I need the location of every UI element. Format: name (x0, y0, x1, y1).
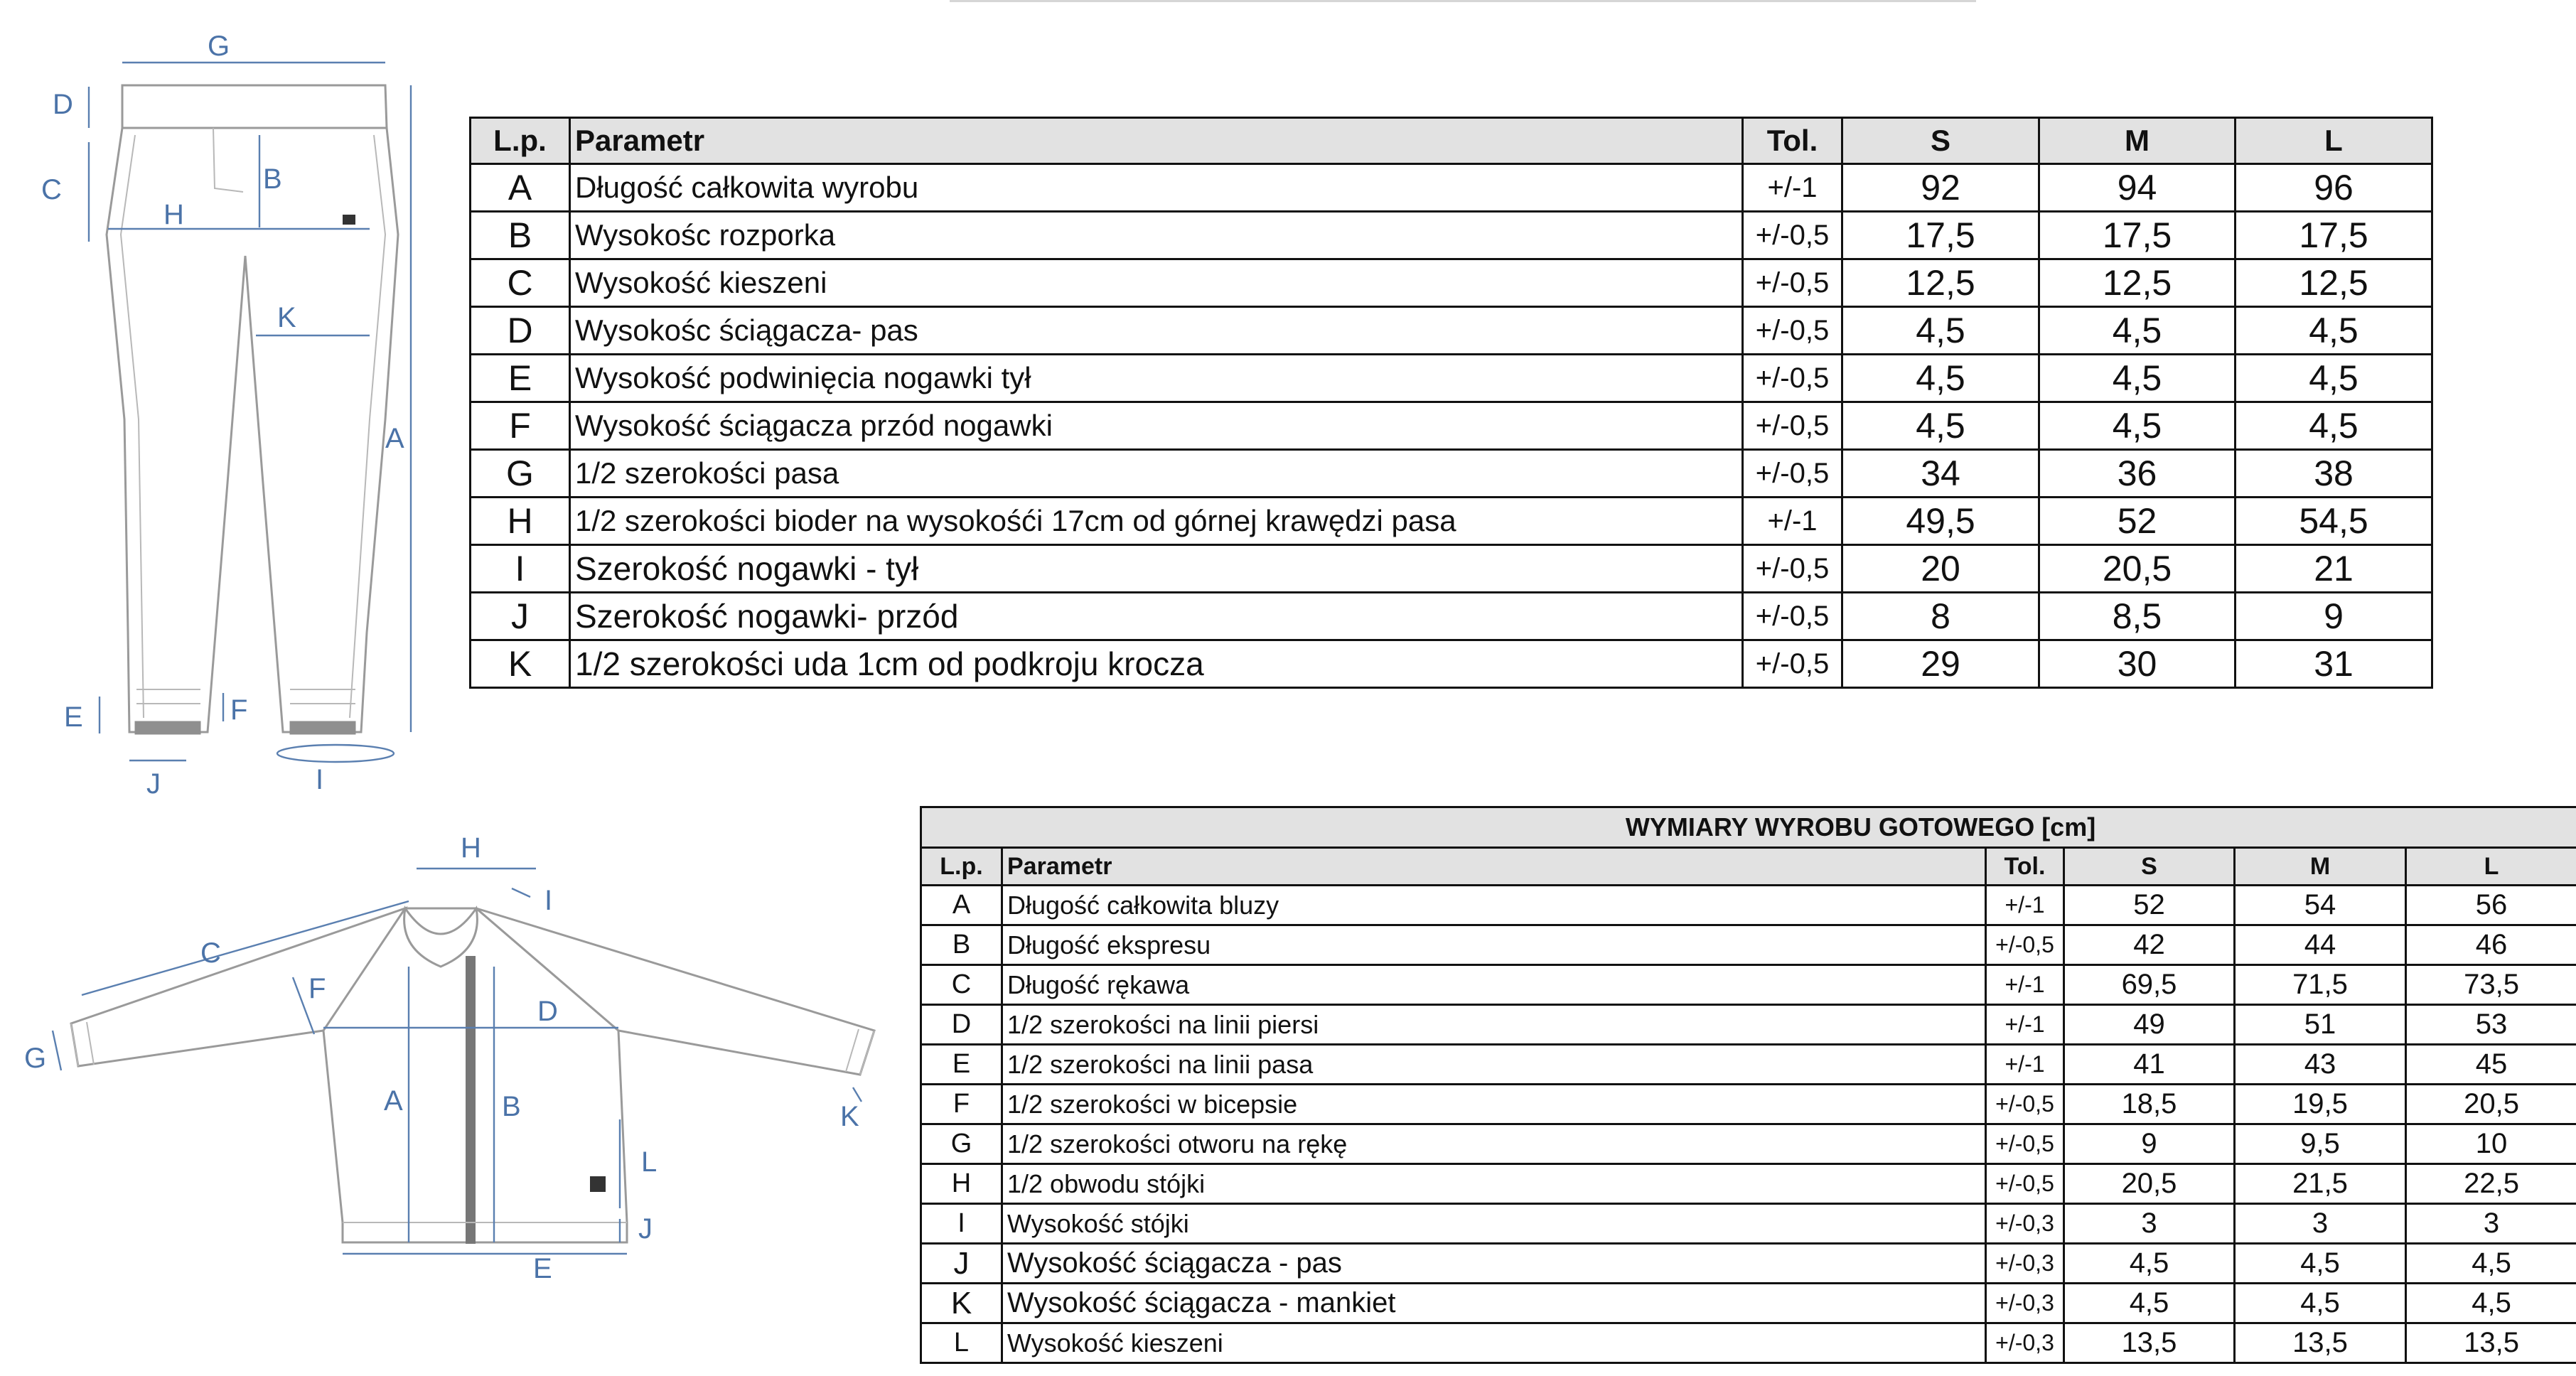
row-size-l: 9 (2236, 593, 2432, 640)
row-lp: I (921, 1204, 1002, 1244)
row-tolerance: +/-1 (1986, 1005, 2064, 1045)
table-row (921, 1204, 2576, 1244)
row-tolerance: +/-0,5 (1743, 593, 1842, 640)
row-size-l: 4,5 (2236, 355, 2432, 402)
row-tolerance: +/-0,5 (1743, 259, 1842, 307)
row-size-s: 4,5 (2064, 1244, 2235, 1284)
header-tol: Tol. (1743, 118, 1842, 164)
row-size-s: 69,5 (2064, 965, 2235, 1005)
table-row (471, 355, 2432, 402)
row-lp: K (921, 1284, 1002, 1323)
table-row (921, 1284, 2576, 1323)
table-row (471, 640, 2432, 688)
row-lp: C (921, 965, 1002, 1005)
row-size-s: 18,5 (2064, 1085, 2235, 1124)
table-row (471, 164, 2432, 212)
header-param: Parametr (1002, 848, 1986, 886)
table-row (921, 1244, 2576, 1284)
row-param: Wysokość stójki (1002, 1204, 1986, 1244)
pants-dim-label: I (316, 764, 324, 795)
row-tolerance: +/-0,5 (1743, 212, 1842, 259)
jacket-dim-label: F (308, 973, 326, 1004)
pants-dim-label: K (277, 302, 296, 333)
row-size-m: 12,5 (2039, 259, 2236, 307)
table-row (921, 1085, 2576, 1124)
row-size-m: 3 (2235, 1204, 2406, 1244)
row-tolerance: +/-0,5 (1743, 402, 1842, 450)
row-size-s: 92 (1842, 164, 2039, 212)
row-lp: D (921, 1005, 1002, 1045)
row-size-m: 8,5 (2039, 593, 2236, 640)
jacket-dim-label: E (533, 1253, 552, 1284)
header-size-m: M (2235, 848, 2406, 886)
header-size-m: M (2039, 118, 2236, 164)
row-lp: A (471, 164, 570, 212)
row-size-s: 3 (2064, 1204, 2235, 1244)
row-size-l: 3 (2406, 1204, 2576, 1244)
table-row (471, 259, 2432, 307)
table-row (921, 886, 2576, 925)
table-row (921, 965, 2576, 1005)
pants-dim-label: C (41, 174, 62, 205)
row-lp: F (471, 402, 570, 450)
row-size-s: 20,5 (2064, 1164, 2235, 1204)
row-size-s: 42 (2064, 925, 2235, 965)
row-lp: D (471, 307, 570, 355)
row-size-l: 38 (2236, 450, 2432, 498)
row-size-s: 12,5 (1842, 259, 2039, 307)
row-size-m: 51 (2235, 1005, 2406, 1045)
row-param: Wysokośc ściągacza- pas (570, 307, 1743, 355)
row-size-l: 12,5 (2236, 259, 2432, 307)
row-size-l: 53 (2406, 1005, 2576, 1045)
row-param: 1/2 szerokości otworu na rękę (1002, 1124, 1986, 1164)
row-size-l: 13,5 (2406, 1323, 2576, 1363)
header-lp: L.p. (921, 848, 1002, 886)
header-lp: L.p. (471, 118, 570, 164)
row-param: Wysokość ściągacza - mankiet (1002, 1284, 1986, 1323)
row-size-s: 4,5 (1842, 307, 2039, 355)
row-size-l: 96 (2236, 164, 2432, 212)
row-size-m: 20,5 (2039, 545, 2236, 593)
row-param: Wysokość podwinięcia nogawki tył (570, 355, 1743, 402)
row-size-l: 45 (2406, 1045, 2576, 1085)
jacket-measurement-table (920, 806, 2576, 1364)
row-size-l: 17,5 (2236, 212, 2432, 259)
row-size-l: 20,5 (2406, 1085, 2576, 1124)
row-size-m: 94 (2039, 164, 2236, 212)
row-param: 1/2 szerokości uda 1cm od podkroju krocza (570, 640, 1743, 688)
row-tolerance: +/-0,5 (1986, 925, 2064, 965)
row-tolerance: +/-0,5 (1743, 640, 1842, 688)
pants-dim-label: E (64, 702, 83, 733)
row-lp: F (921, 1085, 1002, 1124)
row-size-l: 4,5 (2406, 1284, 2576, 1323)
row-size-m: 30 (2039, 640, 2236, 688)
row-size-m: 4,5 (2235, 1284, 2406, 1323)
row-param: Wysokość kieszeni (1002, 1323, 1986, 1363)
row-lp: I (471, 545, 570, 593)
header-tol: Tol. (1986, 848, 2064, 886)
row-size-l: 10 (2406, 1124, 2576, 1164)
row-tolerance: +/-1 (1986, 965, 2064, 1005)
row-size-s: 29 (1842, 640, 2039, 688)
pants-measurement-table (469, 117, 2433, 689)
row-param: 1/2 szerokości na linii pasa (1002, 1045, 1986, 1085)
row-size-m: 21,5 (2235, 1164, 2406, 1204)
row-tolerance: +/-0,5 (1743, 545, 1842, 593)
row-size-s: 4,5 (1842, 402, 2039, 450)
pants-dim-label: H (163, 199, 184, 230)
row-lp: B (471, 212, 570, 259)
jacket-dim-label: C (200, 937, 221, 969)
jacket-dim-label: G (24, 1043, 47, 1074)
table-row (471, 212, 2432, 259)
row-size-s: 52 (2064, 886, 2235, 925)
row-size-l: 54,5 (2236, 498, 2432, 545)
row-lp: J (471, 593, 570, 640)
row-size-m: 44 (2235, 925, 2406, 965)
jacket-technical-drawing (21, 817, 889, 1301)
row-size-s: 17,5 (1842, 212, 2039, 259)
pants-dim-label: J (146, 768, 161, 796)
row-tolerance: +/-0,3 (1986, 1204, 2064, 1244)
table-row (921, 1323, 2576, 1363)
header-param: Parametr (570, 118, 1743, 164)
jacket-dim-label: K (840, 1101, 859, 1132)
row-tolerance: +/-0,5 (1986, 1124, 2064, 1164)
table-row (471, 450, 2432, 498)
table-row (471, 498, 2432, 545)
header-size-l: L (2236, 118, 2432, 164)
row-lp: C (471, 259, 570, 307)
header-size-s: S (1842, 118, 2039, 164)
jacket-dim-label: B (502, 1091, 521, 1122)
table-caption-row (921, 807, 2576, 848)
row-size-l: 21 (2236, 545, 2432, 593)
row-size-l: 46 (2406, 925, 2576, 965)
row-size-m: 9,5 (2235, 1124, 2406, 1164)
row-param: 1/2 szerokości na linii piersi (1002, 1005, 1986, 1045)
table-row (921, 1124, 2576, 1164)
row-size-s: 8 (1842, 593, 2039, 640)
row-lp: L (921, 1323, 1002, 1363)
row-tolerance: +/-0,3 (1986, 1284, 2064, 1323)
row-tolerance: +/-1 (1743, 498, 1842, 545)
row-tolerance: +/-0,5 (1986, 1085, 2064, 1124)
table-row (471, 593, 2432, 640)
row-tolerance: +/-1 (1986, 1045, 2064, 1085)
pants-dim-label: A (385, 423, 404, 454)
jacket-dim-label: I (544, 885, 553, 916)
row-lp: J (921, 1244, 1002, 1284)
table-row (471, 545, 2432, 593)
row-size-m: 52 (2039, 498, 2236, 545)
row-param: Wysokość kieszeni (570, 259, 1743, 307)
row-size-s: 49,5 (1842, 498, 2039, 545)
row-tolerance: +/-0,5 (1986, 1164, 2064, 1204)
row-lp: K (471, 640, 570, 688)
row-size-s: 49 (2064, 1005, 2235, 1045)
row-size-l: 22,5 (2406, 1164, 2576, 1204)
row-lp: E (471, 355, 570, 402)
row-param: 1/2 szerokości pasa (570, 450, 1743, 498)
row-size-s: 4,5 (1842, 355, 2039, 402)
row-size-s: 13,5 (2064, 1323, 2235, 1363)
row-lp: A (921, 886, 1002, 925)
row-tolerance: +/-0,5 (1743, 307, 1842, 355)
row-param: Wysokość ściągacza - pas (1002, 1244, 1986, 1284)
table-row (921, 925, 2576, 965)
row-size-m: 17,5 (2039, 212, 2236, 259)
header-size-s: S (2064, 848, 2235, 886)
table-row (471, 402, 2432, 450)
jacket-dim-label: L (641, 1146, 658, 1178)
row-lp: B (921, 925, 1002, 965)
row-param: Długość całkowita wyrobu (570, 164, 1743, 212)
row-tolerance: +/-1 (1743, 164, 1842, 212)
row-size-l: 56 (2406, 886, 2576, 925)
row-size-s: 20 (1842, 545, 2039, 593)
row-size-m: 19,5 (2235, 1085, 2406, 1124)
row-size-m: 4,5 (2039, 402, 2236, 450)
row-param: 1/2 szerokości bioder na wysokośći 17cm od górnej krawędzi pasa (570, 498, 1743, 545)
row-size-l: 4,5 (2236, 307, 2432, 355)
row-param: Długość ekspresu (1002, 925, 1986, 965)
row-size-l: 4,5 (2236, 402, 2432, 450)
row-size-m: 71,5 (2235, 965, 2406, 1005)
row-param: 1/2 szerokości w bicepsie (1002, 1085, 1986, 1124)
pants-dim-label: G (208, 31, 230, 62)
row-size-s: 41 (2064, 1045, 2235, 1085)
row-size-m: 13,5 (2235, 1323, 2406, 1363)
row-size-s: 4,5 (2064, 1284, 2235, 1323)
row-tolerance: +/-0,5 (1743, 450, 1842, 498)
row-tolerance: +/-0,3 (1986, 1323, 2064, 1363)
row-tolerance: +/-0,5 (1743, 355, 1842, 402)
row-size-m: 36 (2039, 450, 2236, 498)
row-size-m: 4,5 (2039, 355, 2236, 402)
table-row (921, 1005, 2576, 1045)
row-param: Wysokość ściągacza przód nogawki (570, 402, 1743, 450)
top-divider (950, 0, 1976, 2)
row-param: Długość rękawa (1002, 965, 1986, 1005)
row-param: Szerokość nogawki - tył (570, 545, 1743, 593)
row-size-l: 31 (2236, 640, 2432, 688)
jacket-dim-label: H (461, 832, 481, 864)
row-param: Szerokość nogawki- przód (570, 593, 1743, 640)
jacket-dim-label: J (638, 1213, 653, 1245)
row-param: Długość całkowita bluzy (1002, 886, 1986, 925)
table-caption: WYMIARY WYROBU GOTOWEGO [cm] (921, 807, 2576, 848)
row-lp: H (921, 1164, 1002, 1204)
jacket-dim-label: D (537, 996, 558, 1027)
row-lp: H (471, 498, 570, 545)
pants-dim-label: F (230, 694, 248, 726)
header-size-l: L (2406, 848, 2576, 886)
row-tolerance: +/-1 (1986, 886, 2064, 925)
row-size-l: 4,5 (2406, 1244, 2576, 1284)
row-size-m: 4,5 (2235, 1244, 2406, 1284)
row-size-s: 34 (1842, 450, 2039, 498)
row-param: 1/2 obwodu stójki (1002, 1164, 1986, 1204)
table-header-row (471, 118, 2432, 164)
row-size-m: 43 (2235, 1045, 2406, 1085)
pants-technical-drawing (21, 21, 448, 796)
table-row (921, 1045, 2576, 1085)
row-tolerance: +/-0,3 (1986, 1244, 2064, 1284)
row-size-m: 54 (2235, 886, 2406, 925)
row-size-s: 9 (2064, 1124, 2235, 1164)
row-size-m: 4,5 (2039, 307, 2236, 355)
table-row (921, 1164, 2576, 1204)
row-lp: E (921, 1045, 1002, 1085)
pants-dim-label: B (263, 163, 282, 195)
row-lp: G (921, 1124, 1002, 1164)
table-row (471, 307, 2432, 355)
row-lp: G (471, 450, 570, 498)
pants-dim-label: D (53, 89, 73, 120)
jacket-dim-label: A (384, 1085, 403, 1117)
table-header-row (921, 848, 2576, 886)
row-size-l: 73,5 (2406, 965, 2576, 1005)
row-param: Wysokośc rozporka (570, 212, 1743, 259)
